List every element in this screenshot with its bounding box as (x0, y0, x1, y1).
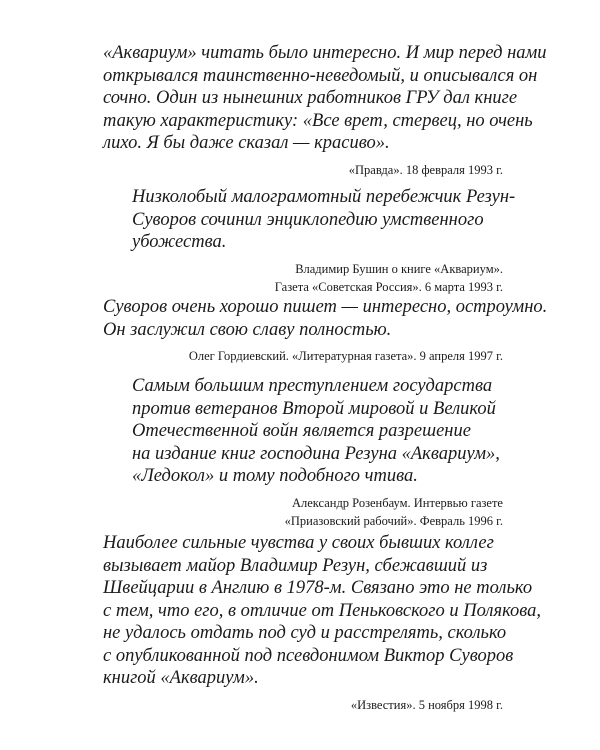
quote-line: против ветеранов Второй мировой и Великой (132, 398, 496, 419)
quote-line: книгой «Аквариум». (103, 668, 259, 688)
quote-line: «Ледокол» и тому подобного чтива. (132, 466, 418, 486)
quote-line: Самым большим преступлением государства (132, 376, 493, 396)
quote-line: Суворов сочинил энциклопедию умственного (132, 209, 484, 230)
quote-line: сочно. Один из нынешних работников ГРУ дал книге (103, 88, 518, 108)
quote-line: Суворов очень хорошо пишет — интересно, остроумно. (103, 297, 548, 317)
quote-text (103, 42, 547, 155)
quote-pravda (103, 42, 547, 179)
quote-line: Швейцарии в Англию в 1978-м. Связано это не только (103, 578, 533, 598)
quote-line: с опубликованной под псевдонимом Виктор Суворов (103, 645, 514, 666)
quote-line: с тем, что его, в отличие от Пеньковского и Полякова, (103, 600, 542, 621)
quote-line: «Аквариум» читать было интересно. И мир перед нами (103, 43, 547, 63)
quote-line: Низколобый малограмотный перебежчик Резун- (132, 187, 516, 207)
quote-line: на издание книг господина Резуна «Аквариум», (132, 443, 500, 464)
source-line: «Известия». 5 ноября 1998 г. (350, 697, 503, 712)
quote-source (103, 161, 503, 179)
quote-line: Наиболее сильные чувства у своих бывших коллег (103, 533, 494, 553)
quote-line: убожества. (132, 232, 227, 252)
source-line: Газета «Советская Россия». 6 марта 1993 г. (274, 279, 503, 294)
quote-izvestia (103, 532, 542, 714)
source-line: Олег Гордиевский. «Литературная газета». 9 апреля 1997 г. (188, 349, 503, 363)
quote-rosenbaum (132, 375, 503, 530)
quote-line: лихо. Я бы даже сказал — красиво». (103, 133, 390, 153)
quote-gordievsky (103, 296, 548, 365)
quote-source (103, 347, 503, 365)
source-line: «Правда». 18 февраля 1993 г. (348, 162, 503, 177)
quote-line: Он заслужил свою славу полностью. (103, 319, 392, 340)
quote-line: вызывает майор Владимир Резун, сбежавший из (103, 555, 488, 576)
source-line: «Приазовский рабочий». Февраль 1996 г. (284, 513, 503, 528)
quote-text (103, 532, 542, 690)
quote-bushin (132, 186, 516, 296)
quote-line: такую характеристику: «Все врет, стервец, но очень (103, 110, 533, 131)
source-line: Александр Розенбаум. Интервью газете (291, 495, 503, 510)
quote-line: открывался таинственно-неведомый, и описывался он (103, 65, 538, 86)
quote-source (103, 696, 503, 714)
quote-text (132, 186, 516, 254)
quote-text (103, 296, 548, 341)
quote-line: Отечественной войн является разрешение (132, 421, 471, 441)
quote-source (132, 494, 503, 530)
quote-source (132, 260, 503, 296)
source-line: Владимир Бушин о книге «Аквариум». (295, 261, 503, 276)
quote-text (132, 375, 503, 488)
quote-line: не удалось отдать под суд и расстрелять, сколько (103, 623, 507, 643)
